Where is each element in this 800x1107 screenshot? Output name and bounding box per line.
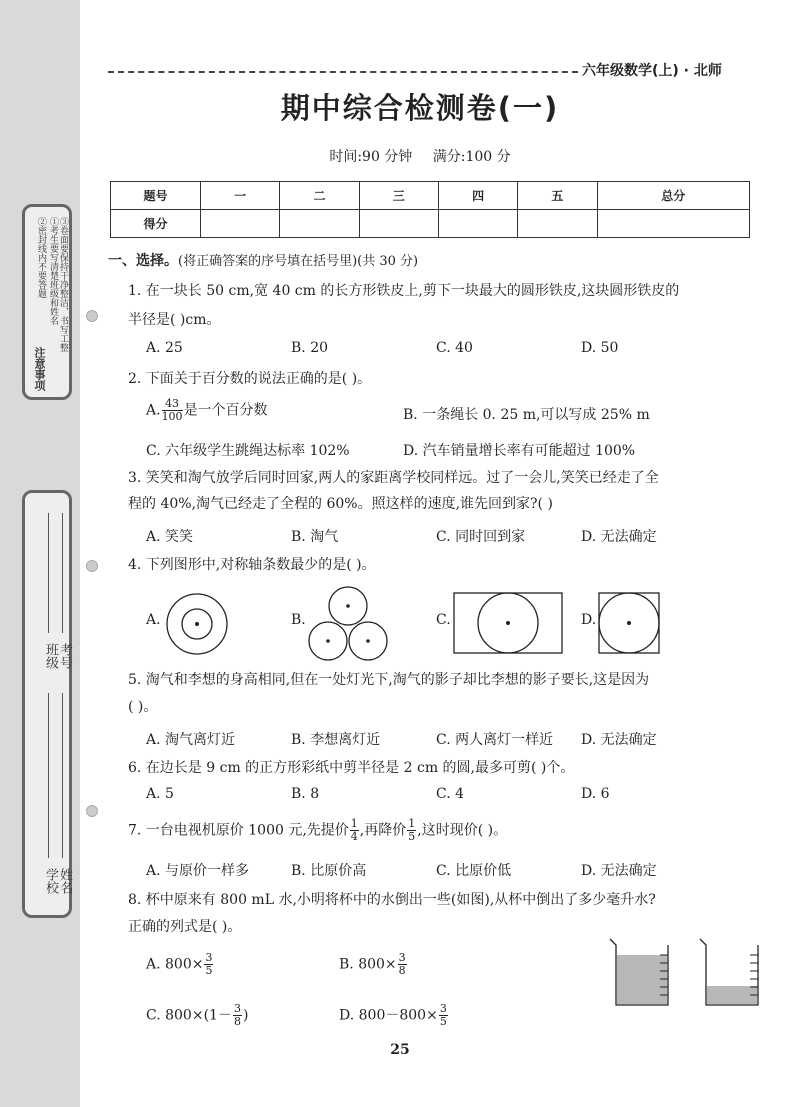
q4-label-c: C. [436, 612, 451, 628]
page-title: 期中综合检测卷(一) [280, 91, 560, 125]
q2-option-a-prefix: A. [146, 402, 161, 419]
section-instruction: (将正确答案的序号填在括号里)(共 30 分) [178, 254, 419, 269]
question-2-stem: 2. 下面关于百分数的说法正确的是( )。 [128, 371, 372, 387]
question-1-line-1: 1. 在一块长 50 cm,宽 40 cm 的长方形铁皮上,剪下一块最大的圆形铁皮,这块圆形铁皮的 [128, 283, 680, 299]
score-row-label: 得分 [111, 210, 201, 238]
fraction-denominator: 5 [408, 830, 416, 843]
binding-hole [86, 560, 98, 572]
score-cell[interactable] [518, 210, 597, 238]
question-6-stem: 6. 在边长是 9 cm 的正方形彩纸中剪半径是 2 cm 的圆,最多可剪( )个。 [128, 760, 575, 776]
fraction-numerator: 3 [398, 951, 406, 964]
exam-no-line [62, 513, 63, 633]
fraction-numerator: 43 [162, 398, 183, 411]
fraction-numerator: 1 [408, 817, 416, 830]
beaker-full-figure [608, 937, 670, 1007]
fraction-numerator: 3 [205, 951, 213, 964]
question-7-stem [128, 818, 753, 843]
beaker-partial-figure [698, 937, 760, 1007]
fraction-numerator: 3 [233, 1002, 241, 1015]
q2-option-b: B. 一条绳长 0. 25 m,可以写成 25% m [403, 407, 650, 423]
q7-text-3: ,这时现价( )。 [417, 822, 508, 839]
q8-option-b-prefix: B. 800× [339, 956, 397, 973]
notice-line-1: ①考生要写清楚班级和姓名 [48, 217, 58, 325]
figure-three-circles [303, 585, 393, 665]
q8-option-a-prefix: A. 800× [146, 956, 204, 973]
q8-option-b [339, 952, 408, 977]
score-cell[interactable] [359, 210, 438, 238]
exam-no-label: 考号 [57, 643, 72, 669]
score-cell[interactable] [280, 210, 359, 238]
school-line [48, 693, 49, 858]
score-header-cell: 五 [518, 182, 597, 210]
score-cell[interactable] [597, 210, 749, 238]
q7-option-b: B. 比原价高 [291, 863, 367, 879]
figure-circle-in-rectangle [453, 592, 563, 654]
question-5-line-1: 5. 淘气和李想的身高相同,但在一处灯光下,淘气的影子却比李想的影子要长,这是因为 [128, 672, 650, 688]
section-heading [108, 250, 418, 270]
q2-option-a [146, 398, 268, 423]
q6-option-a: A. 5 [146, 786, 174, 802]
fraction-denominator: 5 [205, 964, 213, 977]
class-label: 班级 [43, 643, 58, 669]
question-3-line-2: 程的 40%,淘气已经走了全程的 60%。照这样的速度,谁先回到家?( ) [128, 496, 553, 512]
fraction-denominator: 4 [350, 830, 358, 843]
fraction-denominator: 100 [161, 410, 183, 423]
score-cell[interactable] [438, 210, 517, 238]
q2-option-a-suffix: 是一个百分数 [183, 402, 268, 419]
series-label: 六年级数学(上) · 北师 [582, 63, 722, 79]
score-table [110, 181, 750, 238]
q5-option-c: C. 两人离灯一样近 [436, 732, 554, 748]
q1-option-a: A. 25 [146, 340, 183, 356]
fraction [439, 1003, 448, 1028]
fraction [162, 398, 183, 423]
q4-label-b: B. [291, 612, 306, 628]
score-header-cell: 题号 [111, 182, 201, 210]
notice-line-3: ③卷面要保持干净整洁，书写工整 [58, 217, 68, 352]
q7-text-1: 7. 一台电视机原价 1000 元,先提价 [128, 822, 349, 839]
q1-option-c: C. 40 [436, 340, 473, 356]
score-table-header-row [111, 182, 750, 210]
q8-option-d-prefix: D. 800－800× [339, 1007, 438, 1024]
time-limit: 时间:90 分钟 [329, 149, 413, 165]
question-8 [128, 889, 753, 939]
q8-option-c [146, 1003, 248, 1028]
full-score: 满分:100 分 [432, 149, 511, 165]
q6-option-d: D. 6 [581, 786, 610, 802]
q7-option-c: C. 比原价低 [436, 863, 512, 879]
page-number: 25 [390, 1042, 410, 1058]
q1-option-b: B. 20 [291, 340, 329, 356]
fraction [350, 818, 359, 843]
section-title: 一、选择。 [108, 253, 178, 269]
fraction [398, 952, 407, 977]
q3-option-b: B. 淘气 [291, 529, 339, 545]
q8-option-c-suffix: ) [242, 1007, 249, 1024]
fraction [407, 818, 416, 843]
q8-option-d [339, 1003, 449, 1028]
question-5-line-2: ( )。 [128, 699, 158, 715]
fraction [204, 952, 213, 977]
fraction-denominator: 5 [439, 1015, 447, 1028]
question-4-stem: 4. 下列图形中,对称轴条数最少的是( )。 [128, 557, 376, 573]
score-table-row [111, 210, 750, 238]
notice-line-2: ②密封线内不要答题 [36, 217, 46, 298]
score-header-cell: 三 [359, 182, 438, 210]
fraction-numerator: 3 [439, 1002, 447, 1015]
fraction [233, 1003, 242, 1028]
header-dashed-line [108, 71, 578, 73]
question-1 [128, 280, 753, 332]
question-3 [128, 467, 753, 516]
figure-circle-in-square [598, 592, 660, 654]
q4-label-a: A. [146, 612, 161, 628]
binding-hole [86, 310, 98, 322]
q1-option-d: D. 50 [581, 340, 619, 356]
notice-box [22, 204, 72, 400]
class-line [48, 513, 49, 633]
q5-option-a: A. 淘气离灯近 [146, 732, 236, 748]
figure-concentric-circles [162, 592, 232, 656]
question-5 [128, 669, 753, 719]
q4-label-d: D. [581, 612, 597, 628]
score-header-cell: 二 [280, 182, 359, 210]
name-line [62, 693, 63, 858]
school-label: 学校 [43, 868, 58, 894]
q2-option-d: D. 汽车销量增长率有可能超过 100% [403, 443, 636, 459]
q7-option-a: A. 与原价一样多 [146, 863, 250, 879]
notice-title: 注意事项 [33, 347, 46, 391]
q8-option-a [146, 952, 214, 977]
name-label: 姓名 [57, 868, 72, 894]
question-8-line-2: 正确的列式是( )。 [128, 919, 242, 935]
q5-option-d: D. 无法确定 [581, 732, 657, 748]
score-header-cell: 总分 [597, 182, 749, 210]
q3-option-d: D. 无法确定 [581, 529, 657, 545]
fraction-numerator: 1 [350, 817, 358, 830]
q7-option-d: D. 无法确定 [581, 863, 657, 879]
score-header-cell: 四 [438, 182, 517, 210]
q8-option-c-prefix: C. 800×(1－ [146, 1007, 232, 1024]
score-header-cell: 一 [201, 182, 280, 210]
score-cell[interactable] [201, 210, 280, 238]
q3-option-a: A. 笑笑 [146, 529, 194, 545]
q7-text-2: ,再降价 [359, 822, 407, 839]
q6-option-b: B. 8 [291, 786, 320, 802]
fraction-denominator: 8 [233, 1015, 241, 1028]
question-8-line-1: 8. 杯中原来有 800 mL 水,小明将杯中的水倒出一些(如图),从杯中倒出了多少毫升水? [128, 892, 656, 908]
question-3-line-1: 3. 笑笑和淘气放学后同时回家,两人的家距离学校同样远。过了一会儿,笑笑已经走了全 [128, 470, 659, 486]
q5-option-b: B. 李想离灯近 [291, 732, 381, 748]
exam-info [0, 146, 800, 166]
student-info-box [22, 490, 72, 918]
q6-option-c: C. 4 [436, 786, 465, 802]
binding-strip [0, 0, 80, 1107]
fraction-denominator: 8 [398, 964, 406, 977]
question-1-line-2: 半径是( )cm。 [128, 312, 221, 328]
q2-option-c: C. 六年级学生跳绳达标率 102% [146, 443, 350, 459]
binding-hole [86, 805, 98, 817]
q3-option-c: C. 同时回到家 [436, 529, 526, 545]
